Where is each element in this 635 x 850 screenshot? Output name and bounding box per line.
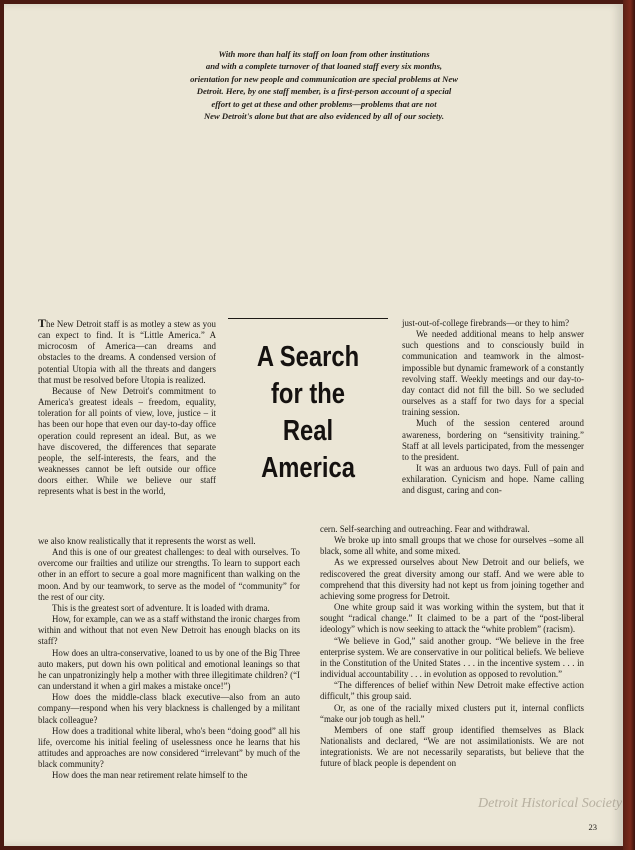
paragraph: Members of one staff group identified themselves as Black Nationalists and declared, “We are not assimilationists. We are not integrationists. We are not necessarily separatists, but believe that the future of black people is dependent on [320,724,584,769]
paragraph: How, for example, can we as a staff withstand the ironic charges from within and without that not even New Detroit has enough blacks on its staff? [38,614,301,647]
intro-line: With more than half its staff on loan from other institutions [218,49,430,59]
title-line: Real [282,415,334,447]
paragraph: Because of New Detroit's commitment to America's greatest ideals – freedom, equality, toleration for all points of view, love, justice – it has been our hope that even our day-to-day office operation could represent an ideal. But, as we have discovered, the differences that separate people, the self-interests, the fears, and the weaknesses cannot be left outside our office doors either. While we believe our staff represents what is best in the world, [38,385,216,497]
paragraph: We needed additional means to help answer such questions and to consciously build in communication and teamwork in the almost-impossible but dynamic framework of a constantly revolving staff. Weekly meetings and our day-to-day contact did not fill the bill. So we secluded ourselves as a staff for two days for a special training session. [402,329,584,418]
paragraph: How does the middle-class black executive—also from an auto company—respond when his very blackness is challenged by a militant black colleague? [38,692,300,725]
paragraph: Much of the session centered around awareness, bordering on “sensitivity training.” Staff at all levels participated, from the messenger to the president. [402,418,584,462]
paragraph: One white group said it was working within the system, but that it sought “radical change.” It claimed to be a part of the “post-liberal ideology” which is now seeking to attack the “white problem” (racism). [320,602,584,635]
binding-edge [623,0,635,850]
paragraph: Or, as one of the racially mixed clusters put it, internal conflicts “make our job tough as hell.” [320,702,584,724]
paragraph: cern. Self-searching and outreaching. Fear and withdrawal. [320,524,530,534]
title-rule [228,318,388,319]
paragraph: “The differences of belief within New Detroit make effective action difficult,” this group said. [320,680,584,702]
paragraph: How does an ultra-conservative, loaned to us by one of the Big Three auto makers, put down his own political and emotional leanings so that he can unpatronizingly help a mother with three illegitimate children? (“I can understand it when a girl makes a mistake once!”) [38,647,300,692]
intro-line: Detroit. Here, by one staff member, is a first-person account of a special [196,86,452,97]
paragraph: This is the greatest sort of adventure. It is loaded with drama. [52,602,270,613]
article-column-left [38,318,216,498]
intro-line: effort to get at these and other problems—problems that are not [211,98,437,109]
paragraph: “We believe in God,” said another group. “We believe in the free enterprise system. We are conservative in our political beliefs. We believe in the Constitution of the United States . . . in the incentive system . . . in individual accountability . . . in evolution as opposed to revolution.” [320,635,584,680]
paragraph: How does the man near retirement relate himself to the [52,770,248,781]
article-title-block [220,318,396,487]
magazine-page [4,4,623,846]
paragraph: we also know realistically that it represents the worst as well. [38,536,256,546]
paragraph: As we expressed ourselves about New Detroit and our beliefs, we rediscovered the great diversity among our staff. And we were able to comprehend that this diversity had not kept us from joining together and achieving some progress for Detroit. [320,557,584,601]
intro-deck [104,48,544,122]
paragraph: We broke up into small groups that we chose for ourselves –some all black, some all white, and some mixed. [320,535,584,557]
drop-cap: T [38,316,47,330]
paragraph: How does a traditional white liberal, who's been “doing good” all his life, overcome his initial feeling of uselessness once he learns that his attitudes and approaches are now considered “irrelevant” by much of the black community? [38,725,300,770]
paragraph: just-out-of-college firebrands—or they to him? [402,318,570,328]
title-line: for the [271,378,345,410]
intro-line: and with a complete turnover of that loaned staff every six months, [205,61,443,72]
title-line: A Search [256,341,360,373]
watermark: Detroit Historical Society [478,796,623,811]
title-line: America [261,452,355,484]
intro-line: orientation for new people and communication are special problems at New [190,73,458,84]
article-column-bottom-left [38,536,300,781]
paragraph: It was an arduous two days. Full of pain and exhilaration. Cynicism and hope. Name calling and disgust, caring and con- [402,463,584,496]
paragraph: And this is one of our greatest challenges: to deal with ourselves. To overcome our frailties and utilize our strengths. To learn to support each other in an effort to secure a goal more magnificent than walking on the moon. And by our teamwork, to serve as the model of “community” for the rest of our city. [38,547,300,602]
intro-line: New Detroit's alone but that are also evidenced by all of our society. [203,111,445,122]
article-column-right [402,318,584,497]
paragraph [38,318,216,386]
page-number: 23 [588,822,597,832]
paragraph-text: he New Detroit staff is as motley a stew as you can expect to find. It is “Little America.” A microcosm of America—can dreams and obstacles to the dreams. A condensed version of potential Utopia with all the threats and dangers that must be resolved before Utopia is realized. [38,319,216,385]
article-column-bottom-right [320,524,584,769]
article-title [236,339,380,487]
